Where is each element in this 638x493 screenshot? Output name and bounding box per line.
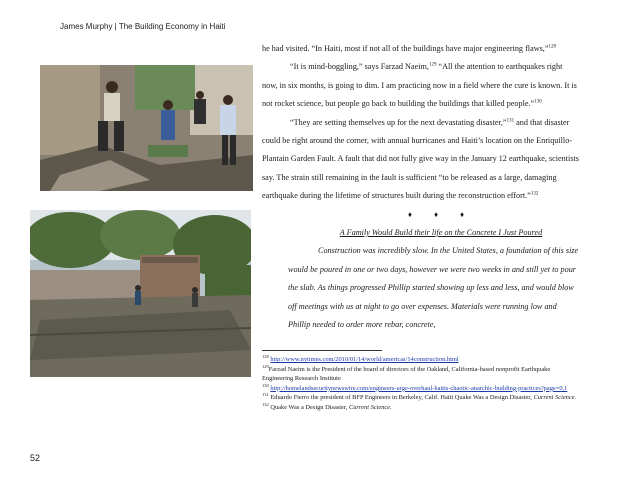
running-header: James Murphy | The Building Economy in Haiti	[60, 22, 226, 31]
italic-narrative-text: Construction was incredibly slow. In the United States, a foundation of this size would be poured in one or two days, however we were two weeks in and still yet to pour the slab. As things progressed Phillip started showing up less and less, and would blow off meetings with us at night to go over expenses. Materials were running low and Phillip needed to order more rebar, concrete,	[288, 246, 579, 330]
footnote-ref-132[interactable]: 132	[530, 191, 539, 197]
footnote-text: Eduardo Fierro the president of BFP Engineers in Berkeley, Calif. Haiti Quake Was a Design Disaster,	[268, 394, 534, 402]
photo-construction-site-image	[30, 210, 251, 377]
footnote-text: Quake Was a Design Disaster,	[268, 403, 349, 411]
footnote-source: Current Science.	[348, 403, 392, 411]
footnote-130	[262, 384, 582, 394]
photo-workers-rubble	[40, 65, 253, 191]
footnote-128	[262, 355, 582, 365]
footnote-number: 129	[262, 363, 269, 369]
footnote-number: 130	[262, 382, 269, 388]
section-separator: ♦ ♦ ♦	[407, 209, 475, 219]
footnote-ref-130[interactable]: 130	[534, 99, 542, 105]
paragraph-2	[262, 58, 580, 113]
footnote-129	[262, 365, 582, 384]
footnote-number: 132	[262, 401, 269, 407]
footnotes	[262, 355, 582, 413]
paragraph-2-text-b: “All the attention to earthquakes right now, in six months, is going to dim. I am practicing now in a field where the cure is known. It is not rocket science, but people go back to building the buildings that killed people.”	[262, 62, 577, 109]
photo-construction-site	[30, 210, 251, 377]
photo-workers-rubble-image	[40, 65, 253, 191]
footnote-number: 128	[262, 353, 269, 359]
paragraph-1	[262, 40, 580, 58]
footnote-ref-129[interactable]: 129	[428, 62, 437, 68]
paragraph-1-text: he had visited. “In Haiti, most if not all of the buildings have major engineering flaws,”	[262, 44, 549, 53]
footnote-link[interactable]: http://homelandsecuritynewswire.com/engineers-urge-overhaul-haitis-chaotic-anarchic-building-practices?page=0,1	[270, 384, 568, 392]
paragraph-3-text-b: and that disaster could be right around the corner, with annual hurricanes and Haiti’s location on the Enriquillo-Plantain Garden Fault. A fault that did not fully give way in the January 12 earthquake, scientists say. The strain still remaining in the fault is sufficient “to be released as a large, damaging earthquake during the lifetime of structures built during the reconstruction effort.”	[262, 117, 579, 201]
paragraph-2-text-a: “It is mind-boggling,” says Farzad Naeim,	[290, 62, 429, 72]
paragraph-3	[262, 114, 580, 206]
body-text	[262, 40, 580, 335]
footnote-ref-128[interactable]: 128	[548, 44, 556, 50]
footnote-ref-131[interactable]: 131	[506, 117, 515, 123]
footnote-link[interactable]: http://www.nytimes.com/2010/01/14/world/americas/14construction.html	[270, 356, 459, 363]
footnote-divider	[262, 350, 382, 351]
section-subheading: A Family Would Build their life on the Concrete I Just Poured	[339, 228, 543, 238]
footnote-number: 131	[262, 392, 269, 398]
footnote-text: Farzad Naeim is the President of the board of directors of the Oakland, California-based nonprofit Earthquake Engineering Research Institute	[262, 365, 551, 383]
italic-narrative	[262, 242, 580, 334]
footnote-131	[262, 393, 582, 403]
paragraph-3-text-a: “They are setting themselves up for the next devastating disaster,”	[290, 117, 507, 127]
footnote-132	[262, 403, 582, 413]
footnote-source: Current Science.	[533, 394, 577, 402]
page-number: 52	[30, 453, 41, 463]
